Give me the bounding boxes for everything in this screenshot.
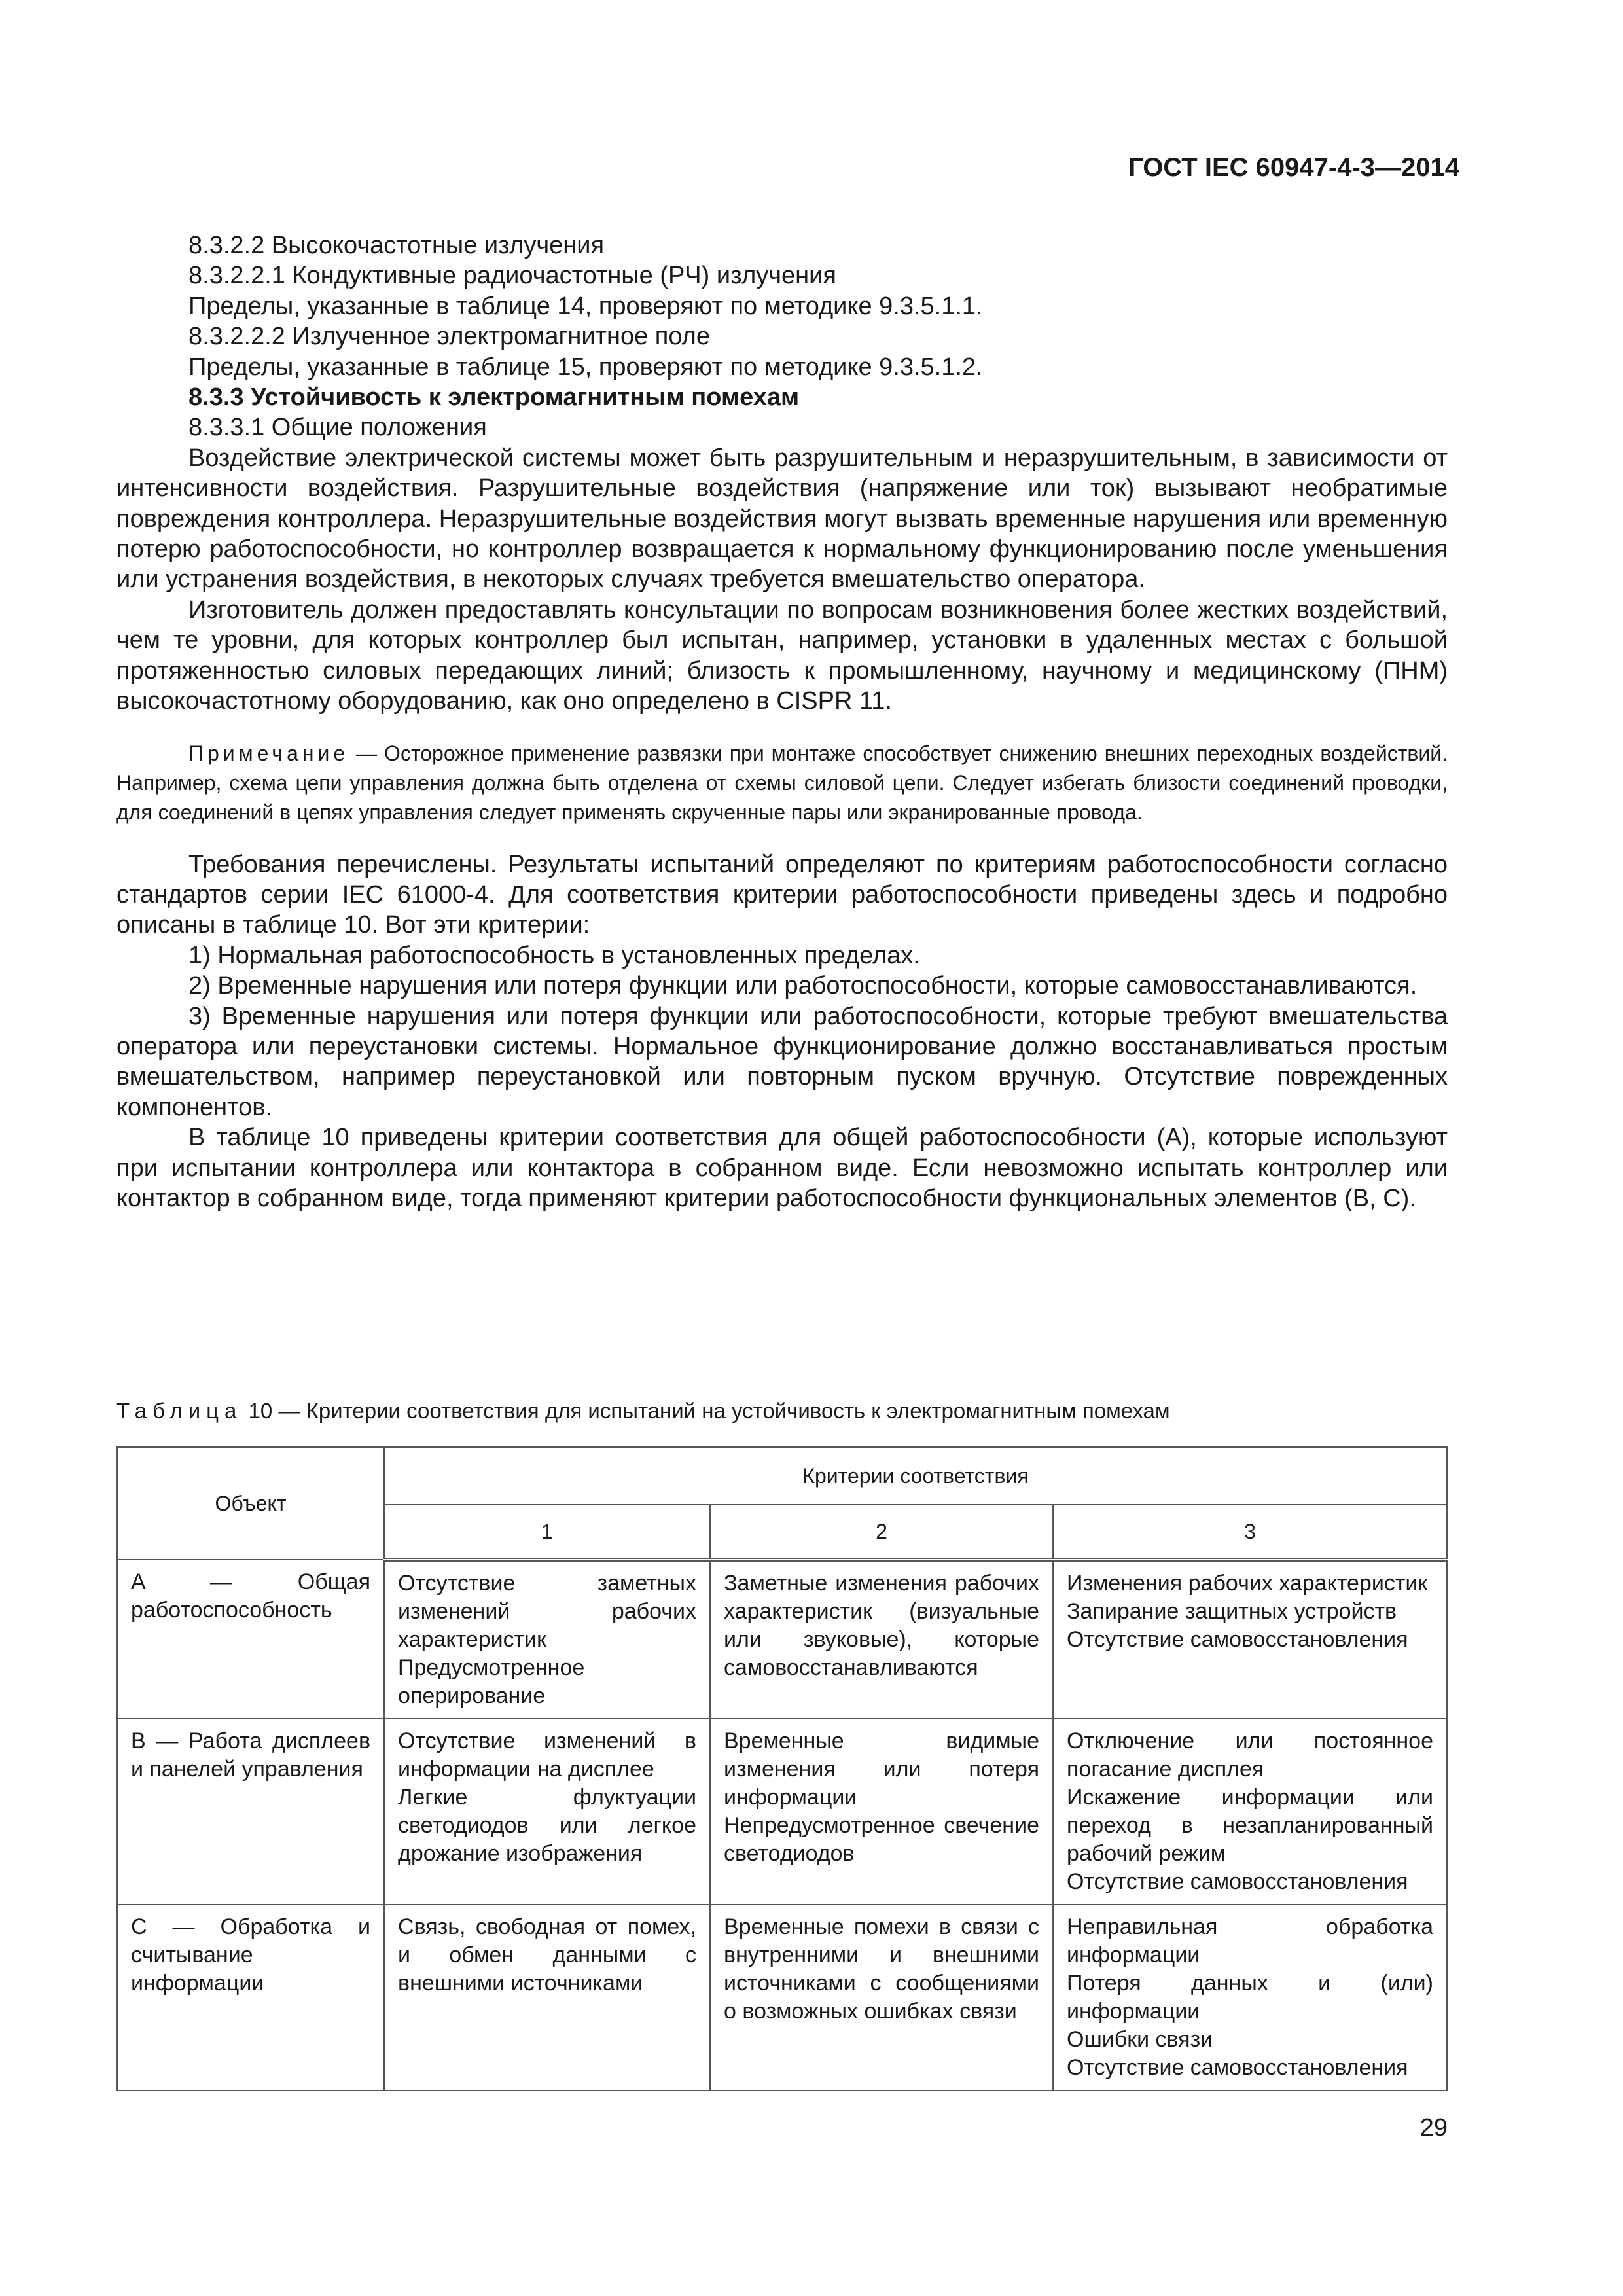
cell-line: Непредусмотренное свечение светодиодов (724, 1813, 1039, 1866)
criterion-2-cell (710, 1905, 1053, 2090)
cell-line: Отсутствие самовосстановления (1067, 1627, 1408, 1652)
table-caption-text: 10 — Критерии соответствия для испытаний на устойчивость к электромагнитным помехам (242, 1399, 1170, 1423)
section-heading-8-3-3-1: 8.3.3.1 Общие положения (188, 414, 487, 442)
table-row (117, 1905, 1447, 2090)
document-header: ГОСТ IEC 60947-4-3—2014 (1128, 153, 1459, 182)
cell-line: Заметные изменения рабочих характеристик (визуальные или звуковые), которые самовосстанавливаются (724, 1571, 1039, 1680)
body-text (116, 230, 1448, 1213)
cell-line: Предусмотренное оперирование (398, 1655, 585, 1708)
cell-line: Отсутствие заметных изменений рабочих характеристик (398, 1571, 696, 1652)
cell-line: Ошибки связи (1067, 2027, 1213, 2052)
cell-line: Изменения рабочих характеристик (1067, 1571, 1428, 1596)
column-header-criterion-3: 3 (1053, 1505, 1447, 1560)
list-item: 3) Временные нарушения или потеря функции или работоспособности, которые требуют вмешательства оператора или переустановки системы. Нормальное функционирование должно восстанавливаться простым вмешательством, например переустановкой или повторным пуском вручную. Отсутствие поврежденных компонентов. (116, 1002, 1448, 1121)
paragraph: В таблице 10 приведены критерии соответствия для общей работоспособности (A), которые используют при испытании контроллера или контактора в собранном виде. Если невозможно испытать контроллер или контактор в собранном виде, тогда применяют критерии работоспособности функциональных элементов (B, C). (116, 1124, 1448, 1212)
section-heading-8-3-3: 8.3.3 Устойчивость к электромагнитным помехам (188, 384, 800, 412)
row-object-cell: A — Общая работоспособность (117, 1560, 384, 1719)
note-text: — Осторожное применение развязки при монтаже способствует снижению внешних переходных воздействий. Например, схема цепи управления должна быть отделена от схемы силовой цепи. Следует избегать близости соединений проводки, для соединений в цепях управления следует применять скрученные пары или экранированные провода. (116, 741, 1448, 824)
cell-line: Временные видимые изменения или потеря информации (724, 1729, 1039, 1810)
column-header-criterion-1: 1 (384, 1505, 710, 1560)
cell-line: Легкие флуктуации светодиодов или легкое дрожание изображения (398, 1785, 696, 1866)
note (116, 739, 1448, 827)
criterion-2-cell (710, 1719, 1053, 1905)
paragraph: Воздействие электрической системы может быть разрушительным и неразрушительным, в зависимости от интенсивности воздействия. Разрушительные воздействия (напряжение или ток) вызывают необратимые повреждения контроллера. Неразрушительные воздействия могут вызвать временные нарушения или временную потерю работоспособности, но контроллер возвращается к нормальному функционированию после уменьшения или устранения воздействия, в некоторых случаях требуется вмешательство оператора. (116, 444, 1448, 594)
table-caption-label: Таблица (116, 1399, 243, 1423)
criterion-1-cell (384, 1560, 710, 1719)
row-object-cell: C — Обработка и считывание информации (117, 1905, 384, 2090)
list-item: 1) Нормальная работоспособность в установленных пределах. (188, 941, 920, 969)
cell-line: Связь, свободная от помех, и обмен данными с внешними источниками (398, 1914, 696, 1996)
cell-line: Отключение или постоянное погасание дисплея (1067, 1729, 1433, 1782)
note-label: Примечание (188, 741, 349, 765)
criterion-1-cell (384, 1905, 710, 2090)
paragraph: Изготовитель должен предоставлять консультации по вопросам возникновения более жестких воздействий, чем те уровни, для которых контроллер был испытан, например, установки в удаленных местах с большой протяженностью силовых передающих линий; близость к промышленному, научному и медицинскому (ПНМ) высокочастотному оборудованию, как оно определено в CISPR 11. (116, 596, 1448, 715)
cell-line: Отсутствие самовосстановления (1067, 1869, 1408, 1894)
section-heading-8-3-2-2-1: 8.3.2.2.1 Кондуктивные радиочастотные (РЧ) излучения (188, 262, 836, 290)
criterion-2-cell (710, 1560, 1053, 1719)
column-header-object: Объект (117, 1447, 384, 1560)
criterion-1-cell (384, 1719, 710, 1905)
cell-line: Искажение информации или переход в незапланированный рабочий режим (1067, 1785, 1433, 1866)
cell-line: Запирание защитных устройств (1067, 1599, 1397, 1624)
cell-line: Потеря данных и (или) информации (1067, 1971, 1433, 2024)
section-heading-8-3-2-2: 8.3.2.2 Высокочастотные излучения (188, 232, 605, 259)
row-object-cell: B — Работа дисплеев и панелей управления (117, 1719, 384, 1905)
table-row (117, 1719, 1447, 1905)
page-number: 29 (1419, 2114, 1448, 2142)
criteria-table (116, 1446, 1448, 2091)
cell-line: Отсутствие самовосстановления (1067, 2055, 1408, 2080)
table-caption (116, 1398, 1170, 1424)
cell-line: Отсутствие изменений в информации на дисплее (398, 1729, 696, 1782)
cell-line: Временные помехи в связи с внутренними и внешними источниками с сообщениями о возможных ошибках связи (724, 1914, 1039, 2024)
section-heading-8-3-2-2-2: 8.3.2.2.2 Излученное электромагнитное поле (188, 323, 710, 351)
paragraph: Пределы, указанные в таблице 14, проверяют по методике 9.3.5.1.1. (188, 292, 983, 320)
column-header-criterion-2: 2 (710, 1505, 1053, 1560)
column-header-criteria: Критерии соответствия (384, 1447, 1447, 1505)
criterion-3-cell (1053, 1560, 1447, 1719)
paragraph: Пределы, указанные в таблице 15, проверяют по методике 9.3.5.1.2. (188, 353, 983, 381)
criterion-3-cell (1053, 1905, 1447, 2090)
cell-line: Неправильная обработка информации (1067, 1914, 1433, 1967)
criterion-3-cell (1053, 1719, 1447, 1905)
list-item: 2) Временные нарушения или потеря функции или работоспособности, которые самовосстанавливаются. (188, 972, 1418, 1000)
table-row (117, 1560, 1447, 1719)
paragraph: Требования перечислены. Результаты испытаний определяют по критериям работоспособности согласно стандартов серии IEC 61000-4. Для соответствия критерии работоспособности приведены здесь и подробно описаны в таблице 10. Вот эти критерии: (116, 850, 1448, 939)
